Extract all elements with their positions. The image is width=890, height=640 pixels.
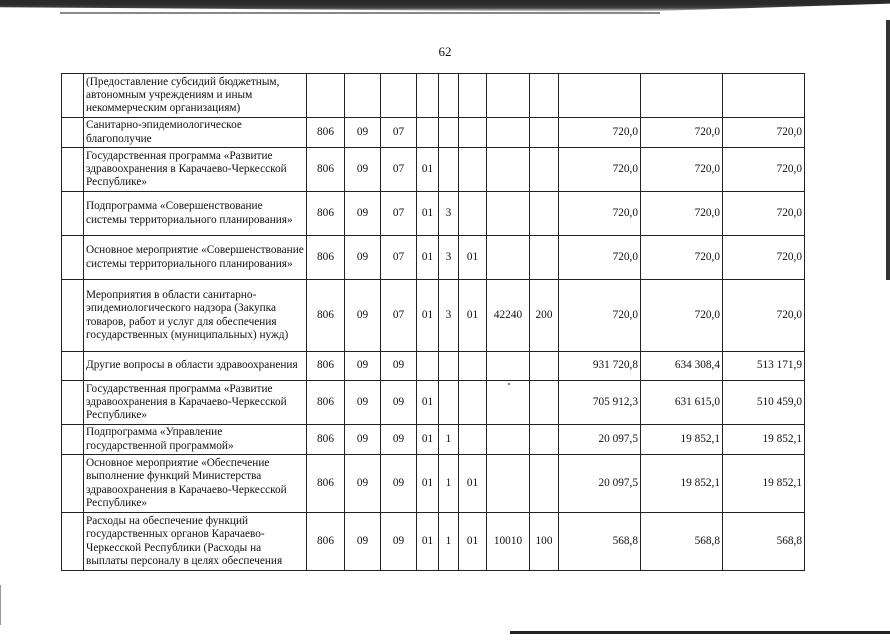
subsection-cell: 09 — [381, 455, 417, 513]
expense-type-cell — [530, 74, 559, 118]
ministry-cell: 806 — [307, 118, 345, 148]
subprogram-cell: 3 — [439, 280, 459, 352]
row-margin-cell — [62, 381, 84, 425]
subsection-cell: 09 — [381, 352, 417, 381]
amount-year1-cell: 20 097,5 — [559, 425, 641, 455]
ministry-cell: 806 — [307, 513, 345, 571]
expense-type-cell — [530, 148, 559, 192]
amount-year1-cell: 568,8 — [559, 513, 641, 571]
section-cell: 09 — [345, 352, 381, 381]
amount-year3-cell: 720,0 — [723, 280, 805, 352]
amount-year1-cell: 720,0 — [559, 236, 641, 280]
expense-type-cell — [530, 192, 559, 236]
ministry-cell: 806 — [307, 236, 345, 280]
amount-year3-cell: 720,0 — [723, 236, 805, 280]
event-cell — [459, 118, 487, 148]
subsection-cell: 07 — [381, 280, 417, 352]
direction-cell — [487, 236, 530, 280]
expense-name-cell: Расходы на обеспечение функций государственных органов Карачаево-Черкесской Республики (Расходы на выплаты персоналу в целях обеспечения — [84, 513, 307, 571]
subprogram-cell — [439, 74, 459, 118]
expense-type-cell — [530, 118, 559, 148]
event-cell: 01 — [459, 513, 487, 571]
direction-cell — [487, 425, 530, 455]
direction-cell — [487, 74, 530, 118]
amount-year1-cell: 20 097,5 — [559, 455, 641, 513]
amount-year1-cell: 720,0 — [559, 148, 641, 192]
direction-cell — [487, 455, 530, 513]
event-cell — [459, 381, 487, 425]
subprogram-cell: 1 — [439, 513, 459, 571]
table-row — [62, 425, 805, 455]
subsection-cell — [381, 74, 417, 118]
table-row — [62, 236, 805, 280]
scan-mark-left — [0, 585, 9, 625]
section-cell: 09 — [345, 236, 381, 280]
amount-year1-cell: 720,0 — [559, 192, 641, 236]
table-row — [62, 381, 805, 425]
expense-name-cell: Подпрограмма «Управление государственной программой» — [84, 425, 307, 455]
scan-speck — [508, 383, 510, 385]
amount-year2-cell: 568,8 — [641, 513, 723, 571]
amount-year2-cell: 631 615,0 — [641, 381, 723, 425]
expense-type-cell — [530, 425, 559, 455]
expense-type-cell: 200 — [530, 280, 559, 352]
section-cell: 09 — [345, 148, 381, 192]
subprogram-cell: 1 — [439, 425, 459, 455]
table-row — [62, 280, 805, 352]
subprogram-cell — [439, 352, 459, 381]
row-margin-cell — [62, 352, 84, 381]
scan-edge-top — [0, 0, 890, 12]
row-margin-cell — [62, 455, 84, 513]
section-cell: 09 — [345, 280, 381, 352]
direction-cell: 42240 — [487, 280, 530, 352]
table-row — [62, 148, 805, 192]
subprogram-cell — [439, 148, 459, 192]
table-row — [62, 192, 805, 236]
ministry-cell: 806 — [307, 192, 345, 236]
amount-year3-cell: 568,8 — [723, 513, 805, 571]
amount-year3-cell: 19 852,1 — [723, 455, 805, 513]
expense-type-cell — [530, 381, 559, 425]
subprogram-cell: 1 — [439, 455, 459, 513]
program-cell: 01 — [417, 236, 439, 280]
amount-year2-cell: 720,0 — [641, 118, 723, 148]
expense-type-cell — [530, 236, 559, 280]
table-row — [62, 513, 805, 571]
subsection-cell: 09 — [381, 425, 417, 455]
expense-name-cell: Мероприятия в области санитарно-эпидемиологического надзора (Закупка товаров, работ и услуг для обеспечения государственных (муниципальных) нужд) — [84, 280, 307, 352]
section-cell: 09 — [345, 118, 381, 148]
expense-name-cell: Основное мероприятие «Обеспечение выполнение функций Министерства здравоохранения в Карачаево-Черкесской Республике» — [84, 455, 307, 513]
direction-cell — [487, 352, 530, 381]
page-number: 62 — [438, 44, 452, 59]
program-cell — [417, 118, 439, 148]
row-margin-cell — [62, 280, 84, 352]
program-cell: 01 — [417, 455, 439, 513]
amount-year3-cell: 510 459,0 — [723, 381, 805, 425]
event-cell — [459, 74, 487, 118]
program-cell: 01 — [417, 280, 439, 352]
expense-name-cell: Подпрограмма «Совершенствование системы территориального планирования» — [84, 192, 307, 236]
expense-type-cell — [530, 455, 559, 513]
row-margin-cell — [62, 192, 84, 236]
expense-name-cell: (Предоставление субсидий бюджетным, автономным учреждениям и иным некоммерческим организациям) — [84, 74, 307, 118]
amount-year1-cell: 705 912,3 — [559, 381, 641, 425]
expense-name-cell: Другие вопросы в области здравоохранения — [84, 352, 307, 381]
amount-year1-cell: 720,0 — [559, 118, 641, 148]
amount-year1-cell — [559, 74, 641, 118]
row-margin-cell — [62, 74, 84, 118]
amount-year3-cell: 720,0 — [723, 192, 805, 236]
expense-name-cell: Государственная программа «Развитие здравоохранения в Карачаево-Черкесской Республике» — [84, 148, 307, 192]
subsection-cell: 09 — [381, 381, 417, 425]
amount-year1-cell: 720,0 — [559, 280, 641, 352]
ministry-cell: 806 — [307, 381, 345, 425]
amount-year3-cell: 720,0 — [723, 148, 805, 192]
subsection-cell: 07 — [381, 192, 417, 236]
direction-cell — [487, 148, 530, 192]
subprogram-cell — [439, 118, 459, 148]
section-cell — [345, 74, 381, 118]
section-cell: 09 — [345, 425, 381, 455]
amount-year2-cell: 634 308,4 — [641, 352, 723, 381]
scan-line-top — [60, 12, 660, 14]
subprogram-cell — [439, 381, 459, 425]
amount-year2-cell: 19 852,1 — [641, 455, 723, 513]
subsection-cell: 07 — [381, 118, 417, 148]
program-cell: 01 — [417, 425, 439, 455]
amount-year2-cell: 720,0 — [641, 280, 723, 352]
table-row — [62, 118, 805, 148]
amount-year2-cell: 19 852,1 — [641, 425, 723, 455]
amount-year2-cell: 720,0 — [641, 148, 723, 192]
event-cell: 01 — [459, 280, 487, 352]
subprogram-cell: 3 — [439, 236, 459, 280]
program-cell: 01 — [417, 513, 439, 571]
amount-year1-cell: 931 720,8 — [559, 352, 641, 381]
subsection-cell: 07 — [381, 148, 417, 192]
row-margin-cell — [62, 148, 84, 192]
event-cell — [459, 148, 487, 192]
section-cell: 09 — [345, 381, 381, 425]
subprogram-cell: 3 — [439, 192, 459, 236]
amount-year3-cell: 19 852,1 — [723, 425, 805, 455]
amount-year3-cell — [723, 74, 805, 118]
row-margin-cell — [62, 236, 84, 280]
expense-name-cell: Основное мероприятие «Совершенствование системы территориального планирования» — [84, 236, 307, 280]
amount-year3-cell: 720,0 — [723, 118, 805, 148]
budget-table — [61, 73, 805, 571]
event-cell: 01 — [459, 236, 487, 280]
program-cell: 01 — [417, 381, 439, 425]
row-margin-cell — [62, 425, 84, 455]
amount-year2-cell — [641, 74, 723, 118]
expense-name-cell: Санитарно-эпидемиологическое благополучие — [84, 118, 307, 148]
ministry-cell — [307, 74, 345, 118]
table-row — [62, 352, 805, 381]
section-cell: 09 — [345, 513, 381, 571]
subsection-cell: 09 — [381, 513, 417, 571]
direction-cell — [487, 381, 530, 425]
event-cell — [459, 425, 487, 455]
program-cell: 01 — [417, 192, 439, 236]
program-cell: 01 — [417, 148, 439, 192]
ministry-cell: 806 — [307, 425, 345, 455]
program-cell — [417, 352, 439, 381]
program-cell — [417, 74, 439, 118]
section-cell: 09 — [345, 455, 381, 513]
section-cell: 09 — [345, 192, 381, 236]
expense-type-cell — [530, 352, 559, 381]
expense-type-cell: 100 — [530, 513, 559, 571]
event-cell — [459, 192, 487, 236]
ministry-cell: 806 — [307, 352, 345, 381]
direction-cell — [487, 192, 530, 236]
direction-cell: 10010 — [487, 513, 530, 571]
event-cell — [459, 352, 487, 381]
row-margin-cell — [62, 513, 84, 571]
direction-cell — [487, 118, 530, 148]
ministry-cell: 806 — [307, 148, 345, 192]
expense-name-cell: Государственная программа «Развитие здравоохранения в Карачаево-Черкесской Республике» — [84, 381, 307, 425]
amount-year3-cell: 513 171,9 — [723, 352, 805, 381]
amount-year2-cell: 720,0 — [641, 236, 723, 280]
row-margin-cell — [62, 118, 84, 148]
table-row — [62, 455, 805, 513]
ministry-cell: 806 — [307, 455, 345, 513]
scan-edge-bottom — [510, 631, 890, 634]
ministry-cell: 806 — [307, 280, 345, 352]
subsection-cell: 07 — [381, 236, 417, 280]
table-row — [62, 74, 805, 118]
budget-table-body — [62, 74, 805, 571]
event-cell: 01 — [459, 455, 487, 513]
amount-year2-cell: 720,0 — [641, 192, 723, 236]
